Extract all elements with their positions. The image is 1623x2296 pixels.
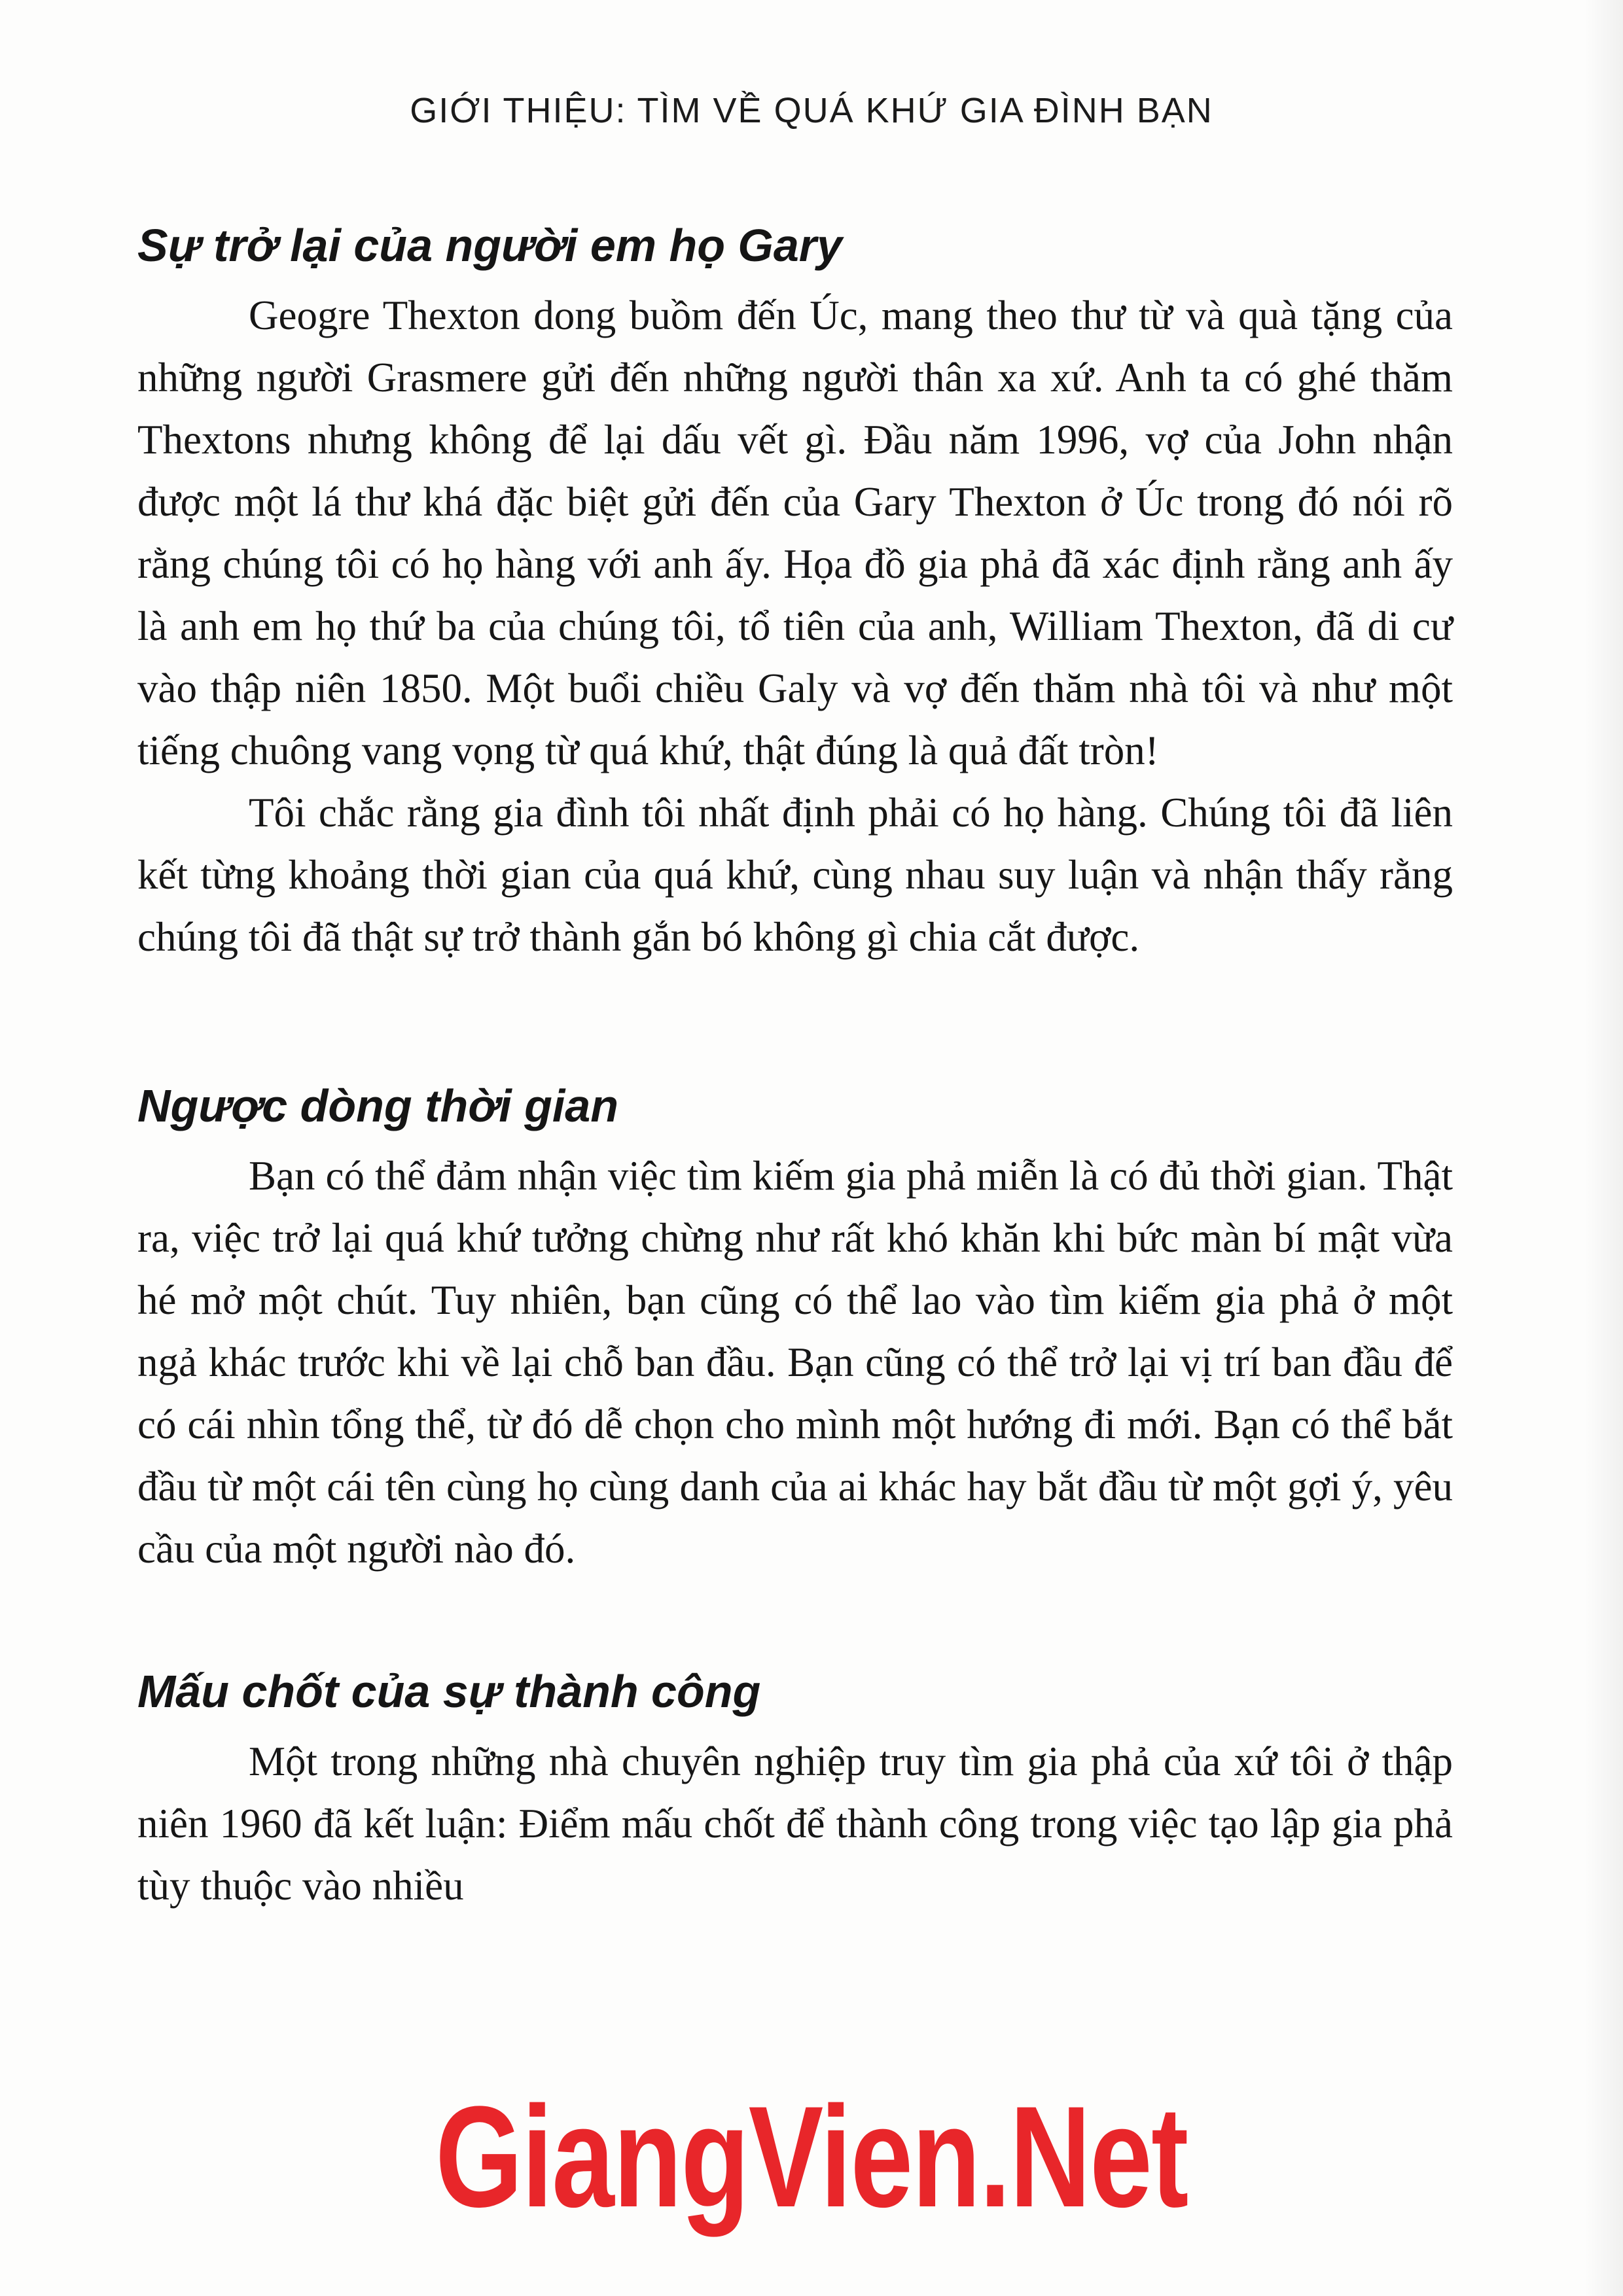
paragraph: Bạn có thể đảm nhận việc tìm kiếm gia phả miễn là có đủ thời gian. Thật ra, việc trở lại quá khứ tưởng chừng như rất khó khăn khi bức màn bí mật vừa hé mở một chút. Tuy nhiên, bạn cũng có thể lao vào tìm kiếm gia phả ở một ngả khác trước khi về lại chỗ ban đầu. Bạn cũng có thể trở lại vị trí ban đầu để có cái nhìn tổng thể, từ đó dễ chọn cho mình một hướng đi mới. Bạn có thể bắt đầu từ một cái tên cùng họ cùng danh của ai khác hay bắt đầu từ một gợi ý, yêu cầu của một người nào đó. — [137, 1153, 1453, 1572]
section-gary — [137, 206, 1453, 968]
paragraph: Geogre Thexton dong buồm đến Úc, mang theo thư từ và quà tặng của những người Grasmere gửi đến những người thân xa xứ. Anh ta có ghé thăm Thextons nhưng không để lại dấu vết gì. Đầu năm 1996, vợ của John nhận được một lá thư khá đặc biệt gửi đến của Gary Thexton ở Úc trong đó nói rõ rằng chúng tôi có họ hàng với anh ấy. Họa đồ gia phả đã xác định rằng anh ấy là anh em họ thứ ba của chúng tôi, tổ tiên của anh, William Thexton, đã di cư vào thập niên 1850. Một buổi chiều Galy và vợ đến thăm nhà tôi và như một tiếng chuông vang vọng từ quá khứ, thật đúng là quả đất tròn! — [137, 292, 1453, 773]
watermark-logo: GiangVien.Net — [435, 2076, 1188, 2237]
section-heading: Mấu chốt của sự thành công — [137, 1666, 761, 1717]
page-edge-shadow — [1584, 0, 1623, 2296]
section-spacer — [137, 968, 1453, 1067]
running-header: GIỚI THIỆU: TÌM VỀ QUÁ KHỨ GIA ĐÌNH BẠN — [410, 91, 1213, 130]
section-time — [137, 1067, 1453, 1580]
section-heading: Ngược dòng thời gian — [137, 1080, 618, 1131]
section-heading: Sự trở lại của người em họ Gary — [137, 220, 842, 271]
section-success — [137, 1652, 1453, 1917]
page-content — [137, 206, 1453, 1917]
section-spacer — [137, 1580, 1453, 1652]
paragraph: Một trong những nhà chuyên nghiệp truy tìm gia phả của xứ tôi ở thập niên 1960 đã kết luận: Điểm mấu chốt để thành công trong việc tạo lập gia phả tùy thuộc vào nhiều — [137, 1739, 1453, 1909]
paragraph: Tôi chắc rằng gia đình tôi nhất định phải có họ hàng. Chúng tôi đã liên kết từng khoảng thời gian của quá khứ, cùng nhau suy luận và nhận thấy rằng chúng tôi đã thật sự trở thành gắn bó không gì chia cắt được. — [137, 790, 1453, 960]
